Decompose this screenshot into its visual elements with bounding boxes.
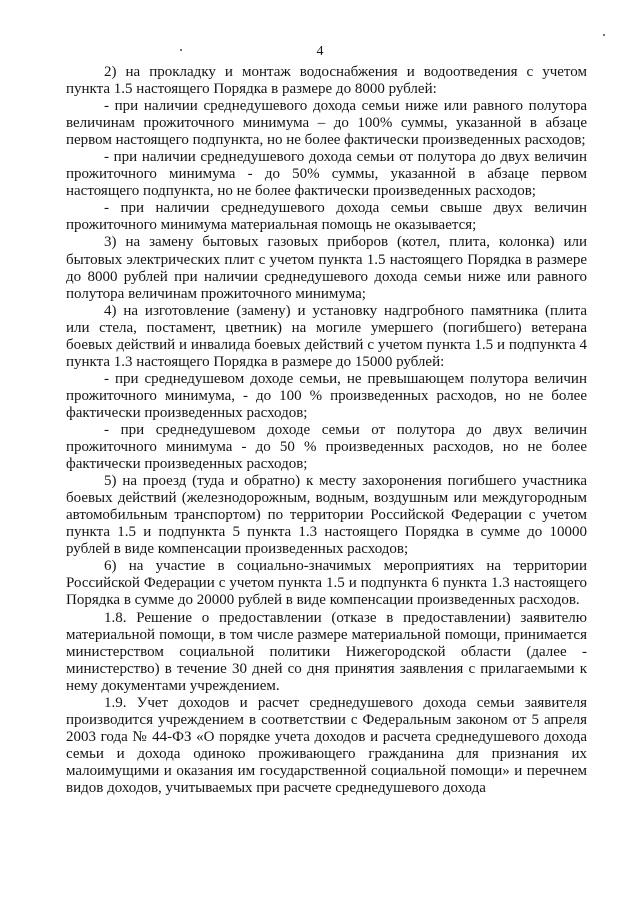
paragraph-subitem-2: 2) на прокладку и монтаж водоснабжения и водоотведения с учетом пункта 1.5 настоящего Порядка в размере до 8000 рублей: [66,64,587,98]
paragraph-subitem-6: 6) на участие в социально-значимых мероприятиях на территории Российской Федерации с учетом пункта 1.5 и подпункта 6 пункта 1.3 настоящего Порядка в сумме до 20000 рублей в виде компенсации произведенных расходов. [66,558,587,609]
paragraph-dash-4: - при среднедушевом доходе семьи, не превышающем полутора величин прожиточного минимума, - до 100 % произведенных расходов, но не более фактически произведенных расходов; [66,370,587,421]
paragraph-clause-1-8: 1.8. Решение о предоставлении (отказе в предоставлении) заявителю материальной помощи, в том числе размере материальной помощи, принимается министерством социальной политики Нижегородской области (далее - министерство) в течение 30 дней со дня принятия заявления с прилагаемыми к нему документами учреждением. [66,609,587,694]
paragraph-subitem-4: 4) на изготовление (замену) и установку надгробного памятника (плита или стела, постамент, цветник) на могиле умершего (погибшего) ветерана боевых действий и инвалида боевых действий с учетом пункта 1.5 и подпункта 4 пункта 1.3 настоящего Порядка в размере до 15000 рублей: [66,302,587,370]
paragraph-subitem-5: 5) на проезд (туда и обратно) к месту захоронения погибшего участника боевых действий (железнодорожным, водным, воздушным или междугородным автомобильным транспортом) по территории Российской Федерации с учетом пункта 1.5 и подпункта 5 пункта 1.3 настоящего Порядка в сумме до 10000 рублей в виде компенсации произведенных расходов; [66,473,587,558]
document-body [66,64,587,797]
page-number: 4 [316,44,324,59]
paragraph-clause-1-9: 1.9. Учет доходов и расчет среднедушевого дохода семьи заявителя производится учреждением в соответствии с Федеральным законом от 5 апреля 2003 года № 44-ФЗ «О порядке учета доходов и расчета среднедушевого дохода семьи и дохода одиноко проживающего гражданина для признания их малоимущими и оказания им государственной социальной помощи» и перечнем видов доходов, учитываемых при расчете среднедушевого дохода [66,694,587,796]
scan-speck [180,49,182,51]
paragraph-dash-2: - при наличии среднедушевого дохода семьи от полутора до двух величин прожиточного минимума - до 50% суммы, указанной в абзаце первом настоящего подпункта, но не более фактически произведенных расходов; [66,149,587,200]
paragraph-dash-1: - при наличии среднедушевого дохода семьи ниже или равного полутора величинам прожиточного минимума – до 100% суммы, указанной в абзаце первом настоящего подпункта, но не более фактически произведенных расходов; [66,98,587,149]
paragraph-dash-5: - при среднедушевом доходе семьи от полутора до двух величин прожиточного минимума - до 50 % произведенных расходов, но не более фактически произведенных расходов; [66,421,587,473]
paragraph-subitem-3: 3) на замену бытовых газовых приборов (котел, плита, колонка) или бытовых электрических плит с учетом пункта 1.5 настоящего Порядка в размере до 8000 рублей при наличии среднедушевого дохода семьи ниже или равного полутора величинам прожиточного минимума; [66,234,587,302]
paragraph-dash-3: - при наличии среднедушевого дохода семьи свыше двух величин прожиточного минимума материальная помощь не оказывается; [66,200,587,234]
scan-speck [603,34,605,36]
